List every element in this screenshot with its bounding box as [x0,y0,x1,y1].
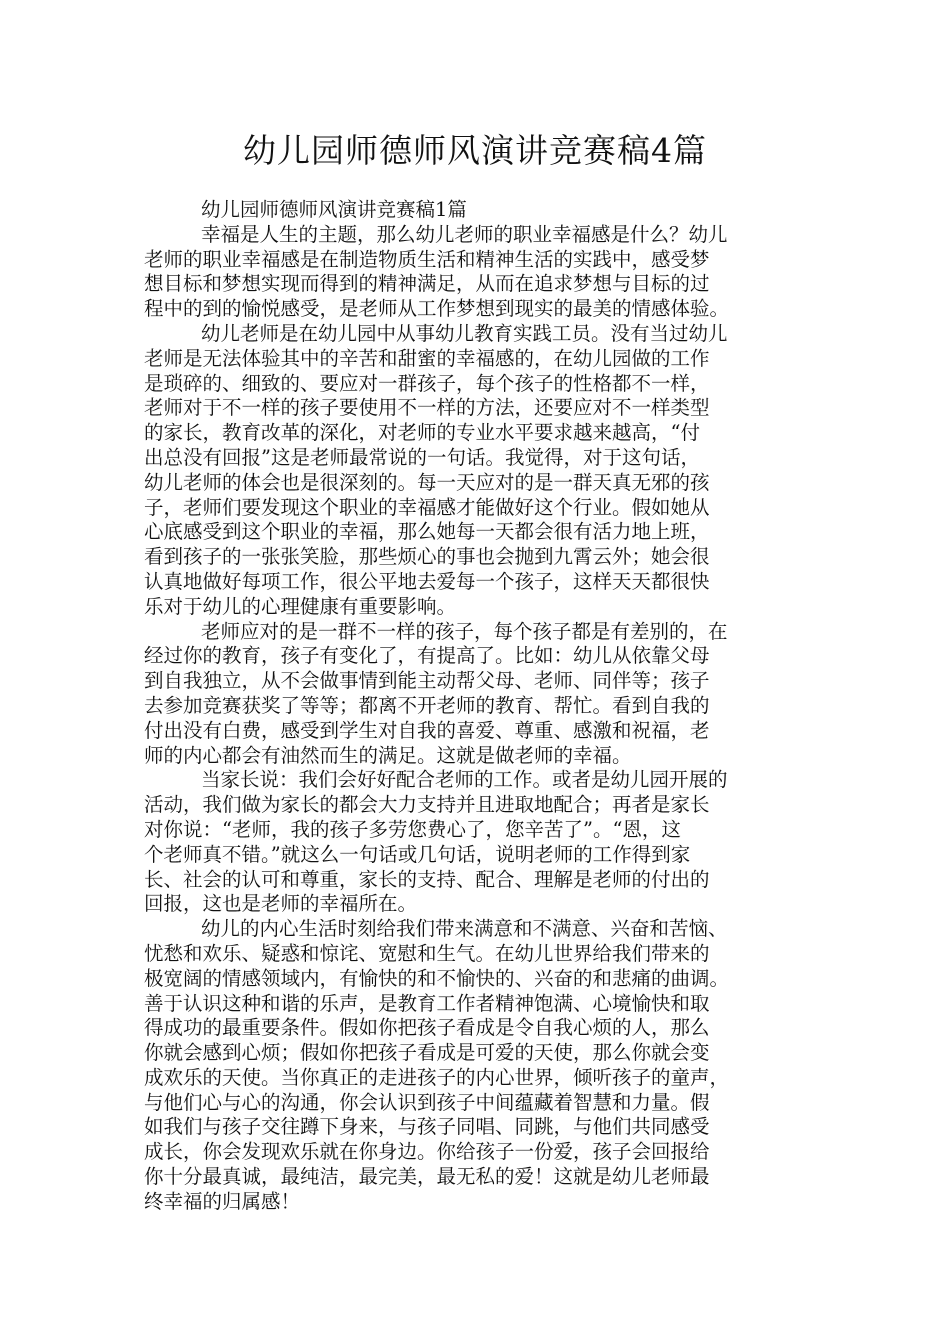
text-line: 忧愁和欢乐、疑惑和惊诧、宽慰和生气。在幼儿世界给我们带来的 [144,941,710,965]
text-line: 个老师真不错。”就这么一句话或几句话，说明老师的工作得到家 [144,842,691,866]
text-line: 想目标和梦想实现而得到的精神满足，从而在追求梦想与目标的过 [144,272,710,296]
text-line: 乐对于幼儿的心理健康有重要影响。 [144,594,457,618]
text-line: 认真地做好每项工作，很公平地去爱每一个孩子，这样天天都很快 [144,569,710,593]
text-line: 经过你的教育，孩子有变化了，有提高了。比如：幼儿从依靠父母 [144,644,710,668]
text-line: 回报，这也是老师的幸福所在。 [144,892,418,916]
text-line: 到自我独立，从不会做事情到能主动帮父母、老师、同伴等；孩子 [144,669,710,693]
text-line: 终幸福的归属感！ [144,1189,301,1213]
text-line: 幼儿老师是在幼儿园中从事幼儿教育实践工员。没有当过幼儿 [201,321,728,345]
text-line: 成欢乐的天使。当你真正的走进孩子的内心世界，倾听孩子的童声， [144,1065,730,1089]
text-line: 去参加竞赛获奖了等等；都离不开老师的教育、帮忙。看到自我的 [144,693,710,717]
text-line: 老师是无法体验其中的辛苦和甜蜜的幸福感的，在幼儿园做的工作 [144,346,710,370]
text-line: 与他们心与心的沟通，你会认识到孩子中间蕴藏着智慧和力量。假 [144,1090,710,1114]
text-line: 幸福是人生的主题，那么幼儿老师的职业幸福感是什么？幼儿 [201,222,728,246]
paragraph-4 [144,768,806,917]
text-line: 心底感受到这个职业的幸福，那么她每一天都会很有活力地上班， [144,520,710,544]
text-line: 的家长，教育改革的深化，对老师的专业水平要求越来越高，“付 [144,421,700,445]
text-line: 老师的职业幸福感是在制造物质生活和精神生活的实践中，感受梦 [144,247,710,271]
text-line: 你就会感到心烦；假如你把孩子看成是可爱的天使，那么你就会变 [144,1041,710,1065]
text-line: 程中的到的愉悦感受，是老师从工作梦想到现实的最美的情感体验。 [144,297,730,321]
section-heading: 幼儿园师德师风演讲竞赛稿1篇 [201,198,467,221]
text-line: 极宽阔的情感领域内，有愉快的和不愉快的、兴奋的和悲痛的曲调。 [144,966,730,990]
paragraph-3 [144,620,806,769]
text-line: 善于认识这种和谐的乐声，是教育工作者精神饱满、心境愉快和取 [144,991,710,1015]
text-line: 老师应对的是一群不一样的孩子，每个孩子都是有差别的，在 [201,619,728,643]
text-line: 子，老师们要发现这个职业的幸福感才能做好这个行业。假如她从 [144,495,710,519]
text-line: 出总没有回报”这是老师最常说的一句话。我觉得，对于这句话， [144,445,700,469]
document-title: 幼儿园师德师风演讲竞赛稿4篇 [243,131,707,170]
text-line: 活动，我们做为家长的都会大力支持并且进取地配合；再者是家长 [144,793,710,817]
paragraph-2 [144,322,806,620]
text-line: 幼儿的内心生活时刻给我们带来满意和不满意、兴奋和苦恼、 [201,917,728,941]
paragraph-5 [144,917,806,1215]
text-line: 得成功的最重要条件。假如你把孩子看成是令自我心烦的人，那么 [144,1016,710,1040]
text-line: 付出没有白费，感受到学生对自我的喜爱、尊重、感激和祝福，老 [144,718,710,742]
paragraph-1 [144,223,806,322]
text-line: 对你说：“老师，我的孩子多劳您费心了，您辛苦了”。“恩，这 [144,817,681,841]
text-line: 幼儿老师的体会也是很深刻的。每一天应对的是一群天真无邪的孩 [144,470,710,494]
text-line: 你十分最真诚，最纯洁，最完美，最无私的爱！这就是幼儿老师最 [144,1165,710,1189]
text-line: 当家长说：我们会好好配合老师的工作。或者是幼儿园开展的 [201,768,728,792]
text-line: 是琐碎的、细致的、要应对一群孩子，每个孩子的性格都不一样， [144,371,710,395]
document-body [144,198,806,1215]
text-line: 老师对于不一样的孩子要使用不一样的方法，还要应对不一样类型 [144,396,710,420]
text-line: 长、社会的认可和尊重，家长的支持、配合、理解是老师的付出的 [144,867,710,891]
text-line: 成长，你会发现欢乐就在你身边。你给孩子一份爱，孩子会回报给 [144,1140,710,1164]
text-line: 如我们与孩子交往蹲下身来，与孩子同唱、同跳，与他们共同感受 [144,1115,710,1139]
text-line: 看到孩子的一张张笑脸，那些烦心的事也会抛到九霄云外；她会很 [144,545,710,569]
text-line: 师的内心都会有油然而生的满足。这就是做老师的幸福。 [144,743,632,767]
